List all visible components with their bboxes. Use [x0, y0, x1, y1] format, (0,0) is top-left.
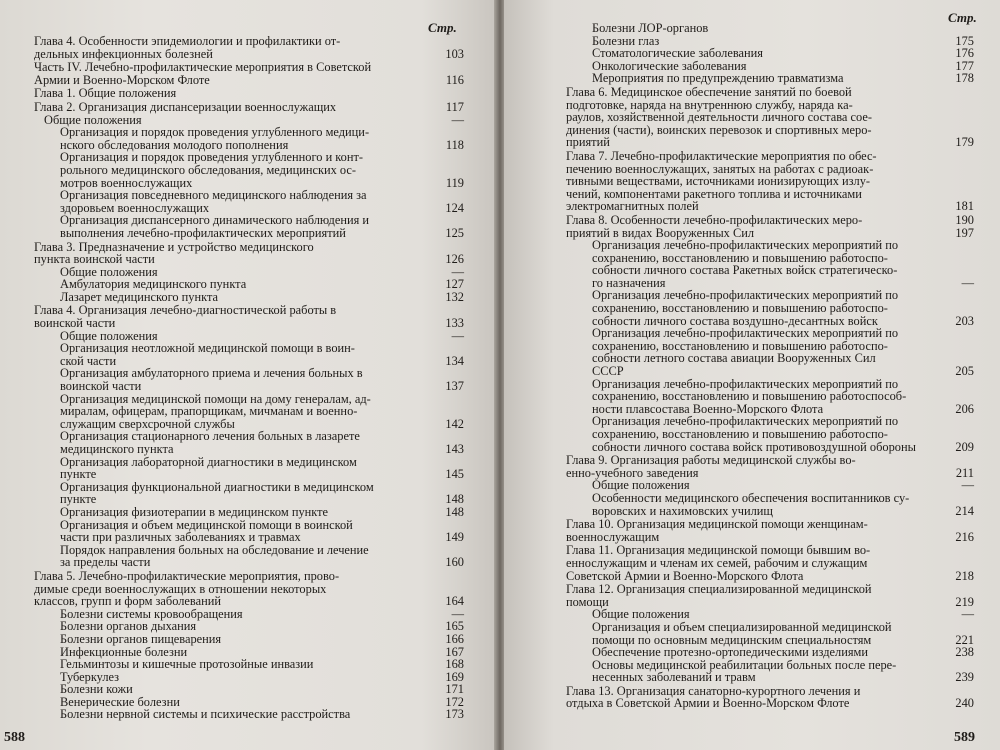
toc-entry-title: Общие положения	[60, 328, 158, 343]
toc-entry-page: 142	[445, 416, 464, 431]
toc-entries	[566, 22, 984, 710]
toc-section-entry	[566, 492, 984, 517]
toc-section-entry	[566, 47, 984, 60]
toc-section-entry	[566, 239, 984, 289]
toc-entry-title: Организация функциональной диагностики в медицинском пункте	[60, 479, 374, 507]
toc-entry-page: 238	[955, 645, 974, 660]
toc-entry-title: Организация лечебно-профилактических мероприятий по сохранению, восстановлению и повышению работоспо- собности личного состава войск противовоздушной обороны	[592, 414, 916, 454]
toc-entry-page: —	[451, 606, 464, 621]
page-column-header: Стр.	[948, 10, 977, 25]
page-column-header: Стр.	[428, 20, 457, 35]
toc-entry-title: Общие положения	[592, 478, 690, 493]
toc-section-entry	[34, 683, 474, 696]
toc-chapter-entry	[34, 241, 474, 266]
toc-entry-page: —	[961, 275, 974, 290]
toc-entry-title: Глава 4. Организация лечебно-диагностической работы в воинской части	[34, 303, 337, 331]
toc-entry-page: 145	[445, 467, 464, 482]
toc-entry-title: Организация амбулаторного приема и лечения больных в воинской части	[60, 366, 363, 394]
toc-entry-page: 103	[445, 46, 464, 61]
toc-section-entry	[34, 126, 474, 151]
toc-entry-title: Организация лечебно-профилактических мероприятий по сохранению, восстановлению и повышению работоспособ- ности плавсостава Военно-Морского Флота	[592, 376, 907, 416]
toc-chapter-entry	[566, 685, 984, 710]
toc-entry-page: —	[961, 478, 974, 493]
toc-section-entry	[566, 646, 984, 659]
toc-section-entry	[34, 633, 474, 646]
toc-section-entry	[34, 342, 474, 367]
toc-entry-page: 165	[445, 619, 464, 634]
toc-entry-page: 134	[445, 353, 464, 368]
toc-section-entry	[34, 214, 474, 239]
toc-entry-title: Глава 7. Лечебно-профилактические мероприятия по обес- печению военнослужащих, занятых на работах с радиоак- тивными веществами, источниками ионизирующих излу- чений, компонентами ракетного топлива и источниками электромагнитных полей	[566, 148, 877, 214]
toc-entry-page: 181	[955, 199, 974, 214]
toc-entry-page: 218	[955, 568, 974, 583]
toc-entry-title: Глава 13. Организация санаторно-курортного лечения и отдыха в Советской Армии и Военно-Морском Флоте	[566, 683, 861, 711]
toc-entry-title: Организация и порядок проведения углубленного медици- нского обследования молодого пополнения	[60, 125, 370, 152]
toc-entry-title: Глава 4. Особенности эпидемиологии и профилактики от- дельных инфекционных болезней	[34, 34, 341, 61]
toc-section-entry	[34, 708, 474, 721]
toc-entry-page: 124	[445, 200, 464, 215]
toc-section-entry	[34, 367, 474, 392]
toc-entry-page: 172	[445, 694, 464, 709]
toc-entry-title: Организация и порядок проведения углубленного и конт- рольного медицинского обследования, медицинских ос- мотров военнослужащих	[60, 150, 364, 190]
toc-chapter-entry	[34, 87, 474, 100]
toc-entry-page: 137	[445, 379, 464, 394]
toc-entry-page: 206	[955, 401, 974, 416]
toc-entry-page: 126	[445, 252, 464, 267]
toc-entry-title: Основы медицинской реабилитации больных после пере- несенных заболеваний и травм	[592, 657, 897, 685]
toc-entry-page: 148	[445, 492, 464, 507]
toc-entry-page: 171	[445, 682, 464, 697]
toc-chapter-entry	[566, 86, 984, 149]
toc-entry-title: Болезни нервной системы и психические расстройства	[60, 707, 351, 722]
toc-entry-title: Инфекционные болезни	[60, 644, 188, 659]
toc-entry-title: Обеспечение протезно-ортопедическими изделиями	[592, 645, 869, 660]
toc-entry-page: 166	[445, 631, 464, 646]
toc-section-entry	[34, 430, 474, 455]
toc-entry-page: 240	[955, 696, 974, 711]
toc-section-entry	[34, 519, 474, 544]
toc-section-entry	[566, 659, 984, 684]
toc-entry-title: Глава 5. Лечебно-профилактические мероприятия, прово- димые среди военнослужащих в отношении некоторых классов, групп и форм заболеваний	[34, 568, 340, 609]
toc-section-entry	[566, 72, 984, 85]
toc-entry-title: Туберкулез	[60, 669, 120, 684]
toc-entry-title: Организация медицинской помощи на дому генералам, ад- миралам, офицерам, прапорщикам, мичманам и военно- служащим сверхсрочной службы	[60, 391, 371, 431]
toc-chapter-entry	[566, 214, 984, 239]
toc-entry-page: 143	[445, 442, 464, 456]
toc-chapter-entry	[34, 570, 474, 608]
toc-entries	[34, 34, 474, 721]
toc-chapter-entry	[566, 454, 984, 479]
toc-entry-title: Глава 9. Организация работы медицинской службы во- енно-учебного заведения	[566, 453, 856, 480]
toc-entry-page: 127	[445, 277, 464, 292]
toc-entry-page: 168	[445, 657, 464, 672]
toc-entry-title: Глава 6. Медицинское обеспечение занятий по боевой подготовке, наряда на внутреннюю службу, наряда ка- раулов, хозяйственной деятельности личного состава сое- динения (части), воинских перевозок и спортивных меро- приятий	[566, 84, 872, 150]
toc-entry-page: 190 197	[955, 212, 974, 240]
toc-entry-page: 116	[445, 72, 464, 87]
toc-entry-page: —	[451, 112, 464, 127]
toc-entry-title: Лазарет медицинского пункта	[60, 289, 219, 304]
toc-entry-page: 173	[445, 707, 464, 722]
toc-entry-title: Глава 2. Организация диспансеризации военнослужащих	[34, 99, 337, 114]
toc-entry-title: Часть IV. Лечебно-профилактические мероприятия в Советской Армии и Военно-Морском Флоте	[34, 60, 372, 87]
toc-chapter-entry	[34, 304, 474, 329]
toc-entry-page: 216	[955, 529, 974, 544]
toc-section-entry	[566, 289, 984, 327]
toc-entry-title: Венерические болезни	[60, 694, 180, 709]
toc-entry-title: Стоматологические заболевания	[592, 46, 763, 61]
toc-entry-page: 169	[445, 669, 464, 684]
toc-entry-page: —	[961, 607, 974, 622]
toc-entry-title: Глава 3. Предназначение и устройство медицинского пункта воинской части	[34, 239, 314, 267]
toc-entry-page: 160	[445, 555, 464, 570]
toc-entry-title: Организация лабораторной диагностики в медицинском пункте	[60, 454, 357, 482]
toc-entry-page: —	[451, 328, 464, 343]
toc-entry-page: 214	[955, 503, 974, 518]
toc-entry-title: Гельминтозы и кишечные протозойные инвазии	[60, 657, 314, 672]
toc-entry-page: 148	[445, 504, 464, 519]
toc-entry-title: Общие положения	[44, 112, 142, 127]
toc-entry-title: Болезни ЛОР-органов	[592, 21, 709, 35]
toc-entry-title: Глава 8. Особенности лечебно-профилактических меро- приятий в видах Вооруженных Сил	[566, 212, 863, 240]
toc-chapter-entry	[34, 35, 474, 60]
toc-section-entry	[34, 151, 474, 189]
toc-entry-title: Амбулатория медицинского пункта	[60, 277, 247, 292]
toc-entry-title: Болезни глаз	[592, 33, 660, 48]
toc-entry-page: 205	[955, 364, 974, 379]
toc-entry-page: 239	[955, 670, 974, 685]
toc-section-entry	[34, 189, 474, 214]
toc-entry-title: Онкологические заболевания	[592, 58, 747, 73]
toc-section-entry	[566, 378, 984, 416]
toc-section-entry	[34, 278, 474, 291]
toc-entry-page: 177	[955, 58, 974, 73]
toc-section-entry	[566, 327, 984, 377]
toc-entry-title: Организация и объем медицинской помощи в воинской части при различных заболеваниях и травмах	[60, 517, 353, 545]
right-page	[504, 0, 1000, 750]
toc-entry-title: Болезни органов пищеварения	[60, 631, 222, 646]
toc-chapter-entry	[566, 518, 984, 543]
toc-entry-page: 118	[445, 137, 464, 152]
toc-entry-title: Глава 10. Организация медицинской помощи женщинам- военнослужащим	[566, 517, 868, 544]
toc-section-entry	[566, 415, 984, 453]
page-number: 588	[4, 730, 25, 745]
toc-chapter-entry	[566, 150, 984, 213]
toc-entry-title: Глава 12. Организация специализированной медицинской помощи	[566, 582, 872, 609]
toc-section-entry	[566, 621, 984, 646]
toc-chapter-entry	[34, 61, 474, 86]
toc-entry-title: Глава 1. Общие положения	[34, 86, 177, 101]
toc-entry-title: Глава 11. Организация медицинской помощи бывшим во- еннослужащим и членам их семей, рабочим и служащим Советской Армии и Военно-Морского Флота	[566, 543, 871, 583]
toc-entry-title: Организация повседневного медицинского наблюдения за здоровьем военнослужащих	[60, 188, 367, 215]
toc-entry-title: Общие положения	[60, 264, 158, 279]
toc-chapter-entry	[34, 101, 474, 114]
toc-chapter-entry	[566, 544, 984, 582]
toc-section-entry	[34, 393, 474, 431]
toc-entry-page: 176	[955, 46, 974, 61]
toc-entry-page: —	[451, 264, 464, 279]
toc-entry-page: 211	[955, 465, 974, 480]
toc-entry-page: 117	[445, 99, 464, 114]
toc-entry-page: 179	[955, 135, 974, 150]
toc-entry-title: Организация лечебно-профилактических мероприятий по сохранению, восстановлению и повышению работоспо- собности летного состава авиации Вооруженных Сил СССР	[592, 326, 899, 379]
toc-entry-title: Организация лечебно-профилактических мероприятий по сохранению, восстановлению и повышению работоспо- собности личного состава воздушно-десантных войск	[592, 288, 899, 328]
page-number: 589	[954, 730, 975, 745]
toc-section-entry	[34, 544, 474, 569]
left-page	[0, 0, 496, 750]
toc-entry-page: 125	[445, 225, 464, 240]
toc-section-entry	[34, 658, 474, 671]
toc-entry-title: Организация физиотерапии в медицинском пункте	[60, 504, 329, 519]
toc-entry-title: Болезни кожи	[60, 682, 133, 697]
toc-entry-page: 209	[955, 439, 974, 454]
toc-entry-title: Организация лечебно-профилактических мероприятий по сохранению, восстановлению и повышению работоспо- собности личного состава Ракетных войск стратегическо- го назначения	[592, 238, 899, 290]
toc-entry-page: 132	[445, 289, 464, 304]
toc-entry-page: 164	[445, 594, 464, 609]
toc-entry-page: 119	[445, 175, 464, 190]
toc-entry-page: 221	[955, 632, 974, 647]
toc-entry-title: Организация стационарного лечения больных в лазарете медицинского пункта	[60, 429, 360, 456]
toc-section-entry	[34, 481, 474, 506]
toc-entry-title: Болезни системы кровообращения	[60, 606, 243, 621]
toc-entry-page: 219	[955, 594, 974, 609]
toc-section-entry	[34, 456, 474, 481]
toc-entry-title: Мероприятия по предупреждению травматизма	[592, 71, 844, 86]
toc-section-entry	[34, 506, 474, 519]
toc-chapter-entry	[566, 583, 984, 608]
toc-entry-title: Общие положения	[592, 607, 690, 622]
toc-section-entry	[566, 22, 984, 35]
toc-entry-title: Организация неотложной медицинской помощи в воин- ской части	[60, 341, 355, 368]
toc-entry-page: 203	[955, 313, 974, 328]
toc-section-entry	[34, 291, 474, 304]
toc-entry-title: Организация диспансерного динамического наблюдения и выполнения лечебно-профилактических мероприятий	[60, 213, 370, 240]
toc-entry-page: 178	[955, 71, 974, 86]
toc-entry-title: Организация и объем специализированной медицинской помощи по основным медицинским специальностям	[592, 619, 892, 647]
toc-entry-page: 149	[445, 530, 464, 545]
toc-entry-page: 175	[955, 33, 974, 48]
toc-entry-title: Болезни органов дыхания	[60, 619, 197, 634]
toc-entry-title: Порядок направления больных на обследование и лечение за пределы части	[60, 542, 369, 570]
toc-entry-title: Особенности медицинского обеспечения воспитанников су- воровских и нахимовских училищ	[592, 490, 910, 518]
toc-entry-page: 167	[445, 644, 464, 659]
toc-entry-page: 133	[445, 316, 464, 331]
